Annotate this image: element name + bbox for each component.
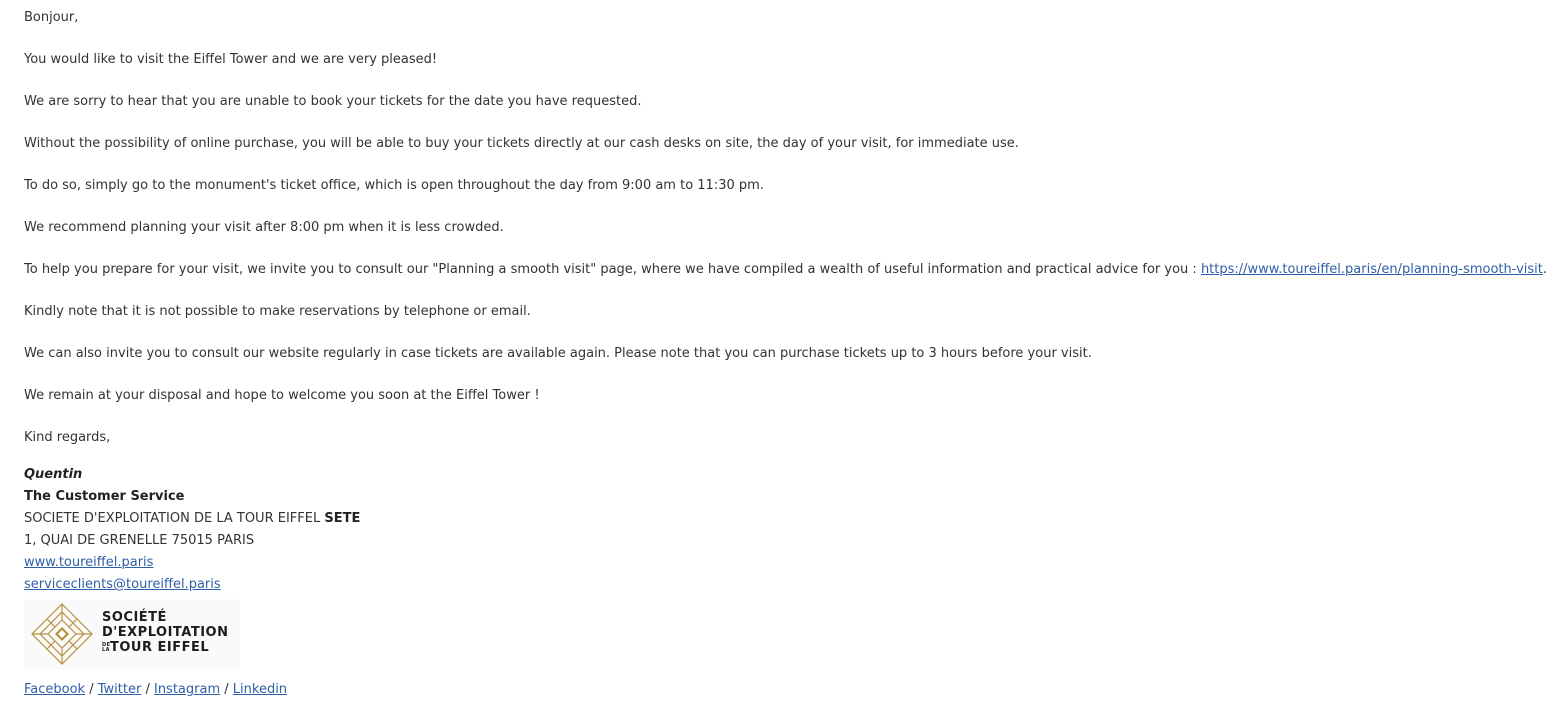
paragraph-7: We can also invite you to consult our website regularly in case tickets are available again. Please note that you can purchase tickets up to 3 hours before your visit. <box>24 346 1092 361</box>
instagram-link[interactable]: Instagram <box>153 682 221 697</box>
logo-small-text: DE LA <box>102 641 111 653</box>
paragraph-5: We recommend planning your visit after 8:00 pm when it is less crowded. <box>24 220 504 235</box>
signature-email-line <box>24 576 221 594</box>
twitter-link[interactable]: Twitter <box>97 682 142 697</box>
social-links <box>24 681 287 699</box>
closing: Kind regards, <box>24 430 111 445</box>
paragraph-2: We are sorry to hear that you are unable to book your tickets for the date you have requested. <box>24 94 642 109</box>
social-separator: / <box>85 682 98 697</box>
signature-company <box>24 510 360 528</box>
linkedin-link[interactable]: Linkedin <box>232 682 288 697</box>
planning-paragraph <box>24 261 1547 279</box>
signature-website-line <box>24 554 153 572</box>
paragraph-6: Kindly note that it is not possible to make reservations by telephone or email. <box>24 304 531 319</box>
company-name: SOCIETE D'EXPLOITATION DE LA TOUR EIFFEL <box>24 511 325 526</box>
greeting: Bonjour, <box>24 10 79 25</box>
logo-line-3 <box>102 640 228 655</box>
paragraph-8: We remain at your disposal and hope to welcome you soon at the Eiffel Tower ! <box>24 388 540 403</box>
paragraph-3: Without the possibility of online purchase, you will be able to buy your tickets directly at our cash desks on site, the day of your visit, for immediate use. <box>24 136 1019 151</box>
signature-name: Quentin <box>24 467 83 482</box>
paragraph-4: To do so, simply go to the monument's ticket office, which is open throughout the day from 9:00 am to 11:30 pm. <box>24 178 764 193</box>
signature-department: The Customer Service <box>24 489 185 504</box>
company-acronym: SETE <box>324 511 361 526</box>
planning-end: . <box>1542 262 1547 277</box>
logo-text <box>102 610 228 655</box>
social-separator: / <box>220 682 233 697</box>
logo-line-3-text: TOUR EIFFEL <box>110 640 210 655</box>
logo-line-2: D'EXPLOITATION <box>102 625 229 640</box>
facebook-link[interactable]: Facebook <box>24 682 86 697</box>
company-logo <box>24 599 240 669</box>
eiffel-diamond-logo-icon <box>30 602 94 666</box>
paragraph-1: You would like to visit the Eiffel Tower and we are very pleased! <box>24 52 438 67</box>
planning-visit-link[interactable]: https://www.toureiffel.paris/en/planning-smooth-visit <box>1200 262 1543 277</box>
social-separator: / <box>141 682 154 697</box>
logo-line-1: SOCIÉTÉ <box>102 610 167 625</box>
planning-text: To help you prepare for your visit, we invite you to consult our "Planning a smooth visit" page, where we have compiled a wealth of useful information and practical advice for you : <box>24 262 1201 277</box>
signature-address: 1, QUAI DE GRENELLE 75015 PARIS <box>24 533 255 548</box>
email-link[interactable]: serviceclients@toureiffel.paris <box>24 577 221 592</box>
website-link[interactable]: www.toureiffel.paris <box>24 555 154 570</box>
